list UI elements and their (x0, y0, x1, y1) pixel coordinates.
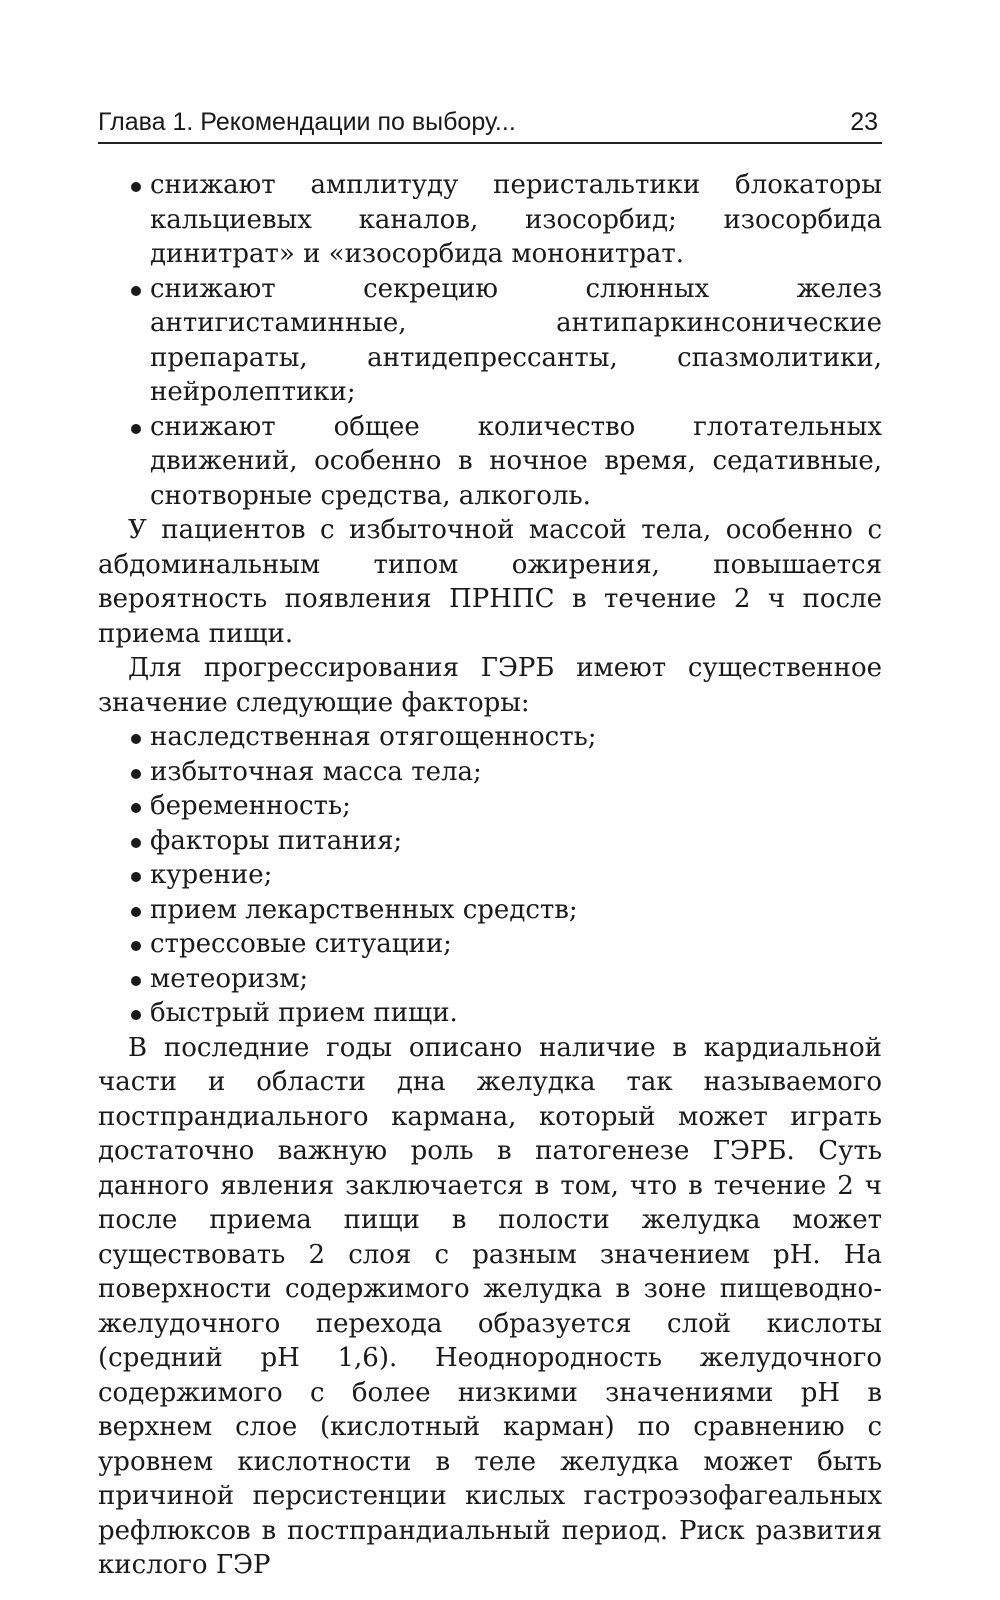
list-item: снижают секрецию слюнных желез антигистаминные, антипаркинсонические препараты, антидепрессанты, спазмолитики, нейролептики; (98, 272, 882, 410)
list-item: курение; (98, 858, 882, 893)
list-item: снижают амплитуду перистальтики блокаторы кальциевых каналов, изосорбид; изосорбида динитрат» и «изосорбида мононитрат. (98, 168, 882, 272)
chapter-title: Глава 1. Рекомендации по выбору... (98, 108, 516, 136)
drug-effects-list (98, 168, 882, 513)
list-item: избыточная масса тела; (98, 755, 882, 790)
running-header (98, 102, 882, 144)
list-item: снижают общее количество глотательных движений, особенно в ночное время, седативные, снотворные средства, алкоголь. (98, 410, 882, 514)
page-body (98, 168, 882, 1583)
list-item: быстрый прием пищи. (98, 996, 882, 1031)
paragraph-obesity: У пациентов с избыточной массой тела, особенно с абдоминальным типом ожирения, повышается вероятность появления ПРНПС в течение 2 ч после приема пищи. (98, 515, 882, 649)
list-item: наследственная отягощенность; (98, 720, 882, 755)
list-item: беременность; (98, 789, 882, 824)
list-item: стрессовые ситуации; (98, 927, 882, 962)
paragraph-postprandial-pocket: В последние годы описано наличие в кардиальной части и области дна желудка так называемого постпрандиального кармана, который может играть достаточно важную роль в патогенезе ГЭРБ. Суть данного явления заключается в том, что в течение 2 ч после приема пищи в полости желудка может существовать 2 слоя с разным значением pH. На поверхности содержимого желудка в зоне пищеводно-желудочного перехода образуется слой кислоты (средний pH 1,6). Неоднородность желудочного содержимого с более низкими значениями pH в верхнем слое (кислотный карман) по сравнению с уровнем кислотности в теле желудка может быть причиной персистенции кислых гастроэзофагеальных рефлюксов в постпрандиальный период. Риск развития кислого ГЭР (98, 1032, 882, 1580)
page-number: 23 (850, 108, 878, 136)
paragraph-factors-intro: Для прогрессирования ГЭРБ имеют существенное значение следующие факторы: (98, 653, 882, 718)
list-item: факторы питания; (98, 824, 882, 859)
list-item: прием лекарственных средств; (98, 893, 882, 928)
list-item: метеоризм; (98, 962, 882, 997)
progression-factors-list (98, 720, 882, 1031)
